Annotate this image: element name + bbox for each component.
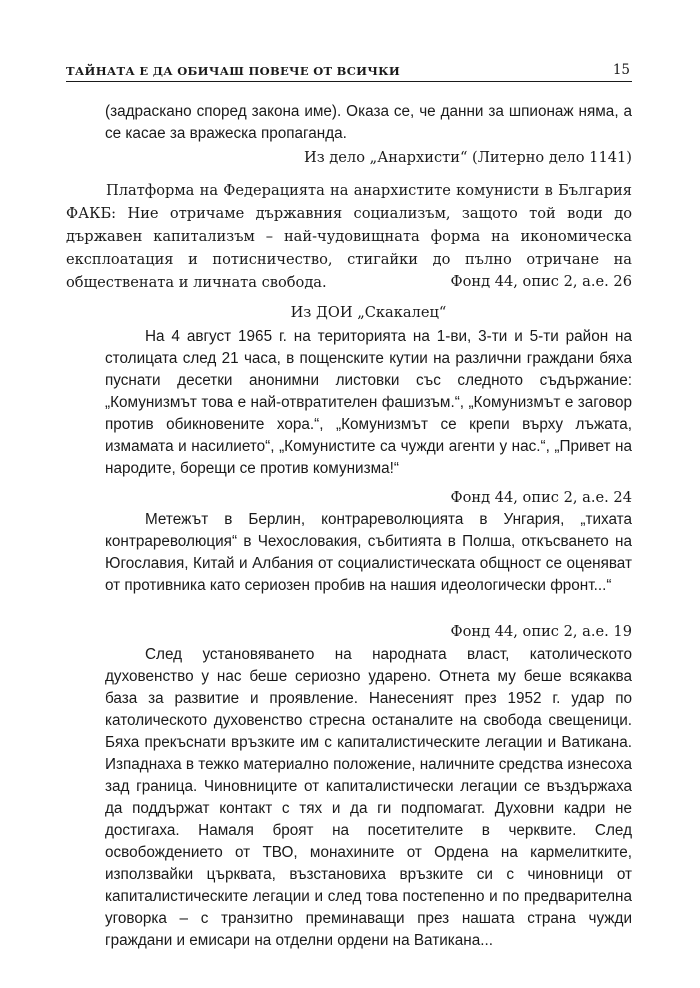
running-header — [66, 62, 632, 82]
page-number: 15 — [612, 62, 630, 78]
paragraph-1-source: Из дело „Анархисти“ (Литерно дело 1141) — [303, 149, 632, 166]
section-heading-doi: Из ДОИ „Скакалец“ — [290, 304, 447, 321]
paragraph-3-text: На 4 август 1965 г. на територията на 1-ви, 3-ти и 5-ти район на столицата след 21 часа, в пощенските кутии на различни граждани бяха пуснати десетки анонимни листовки със следното съдържание: „Комунизмът това е най-отвратителен фашизъм.“, „Комунизмът е заговор против обикновените хора.“, „Комунизмът се крепи върху лъжата, измамата и насилието“, „Комунистите са чужди агенти у нас.“, „Привет на народите, борещи се против комунизма!“ — [105, 328, 632, 477]
header-rule — [66, 81, 632, 82]
paragraph-4-text: Метежът в Берлин, контрареволюцията в Унгария, „тихата контрареволюция“ в Чехословакия, събитията в Полша, откъсването на Югославия, Китай и Албания от социалистическата общност се оценяват от противника като сериозен пробив на нашия идеологически фронт...“ — [105, 511, 632, 594]
paragraph-5-text: След установяването на народната власт, католическото духовенство у нас беше сериозно ударено. Отнета му беше всякаква база за развитие и проявление. Нанесеният през 1952 г. удар по католическото духовенство стресна останалите на свобода свещеници. Бяха прекъснати връзките им с капиталистическите легации и Ватикана. Изпаднаха в тежко материално положение, наличните средства изнесоха зад граница. Чиновниците от капиталистически легации се въздържаха да поддържат контакт с тях и да ги подпомагат. Духовни кадри не достигаха. Намаля броят на посетителите в черквите. След освобождението от ТВО, монахините от Ордена на кармелитките, използвайки църквата, възстановиха връзките си с чиновници от капиталистическите легации и след това постепенно и по предварителна уговорка – с транзитно преминаващи през нашата страна чужди граждани и емисари на отделни ордени на Ватикана... — [105, 646, 632, 949]
paragraph-3-source: Фонд 44, опис 2, а.е. 24 — [450, 489, 632, 506]
paragraph-2-text: Платформа на Федерацията на анархистите комунисти в България ФАКБ: Ние отричаме държавния социализъм, защото той води до държавен капитализъм – най-чудовищната форма на икономическа експлоатация и потисничество, стигайки до пълно отричане на обществената и личната свобода. — [66, 182, 632, 291]
paragraph-1-text: (задраскано според закона име). Оказа се, че данни за шпионаж няма, а се касае за вражеска пропаганда. — [105, 103, 632, 142]
paragraph-4-source: Фонд 44, опис 2, а.е. 19 — [450, 623, 632, 640]
running-title: ТАЙНАТА Е ДА ОБИЧАШ ПОВЕЧЕ ОТ ВСИЧКИ — [66, 64, 401, 78]
paragraph-2-source: Фонд 44, опис 2, а.е. 26 — [450, 273, 632, 290]
